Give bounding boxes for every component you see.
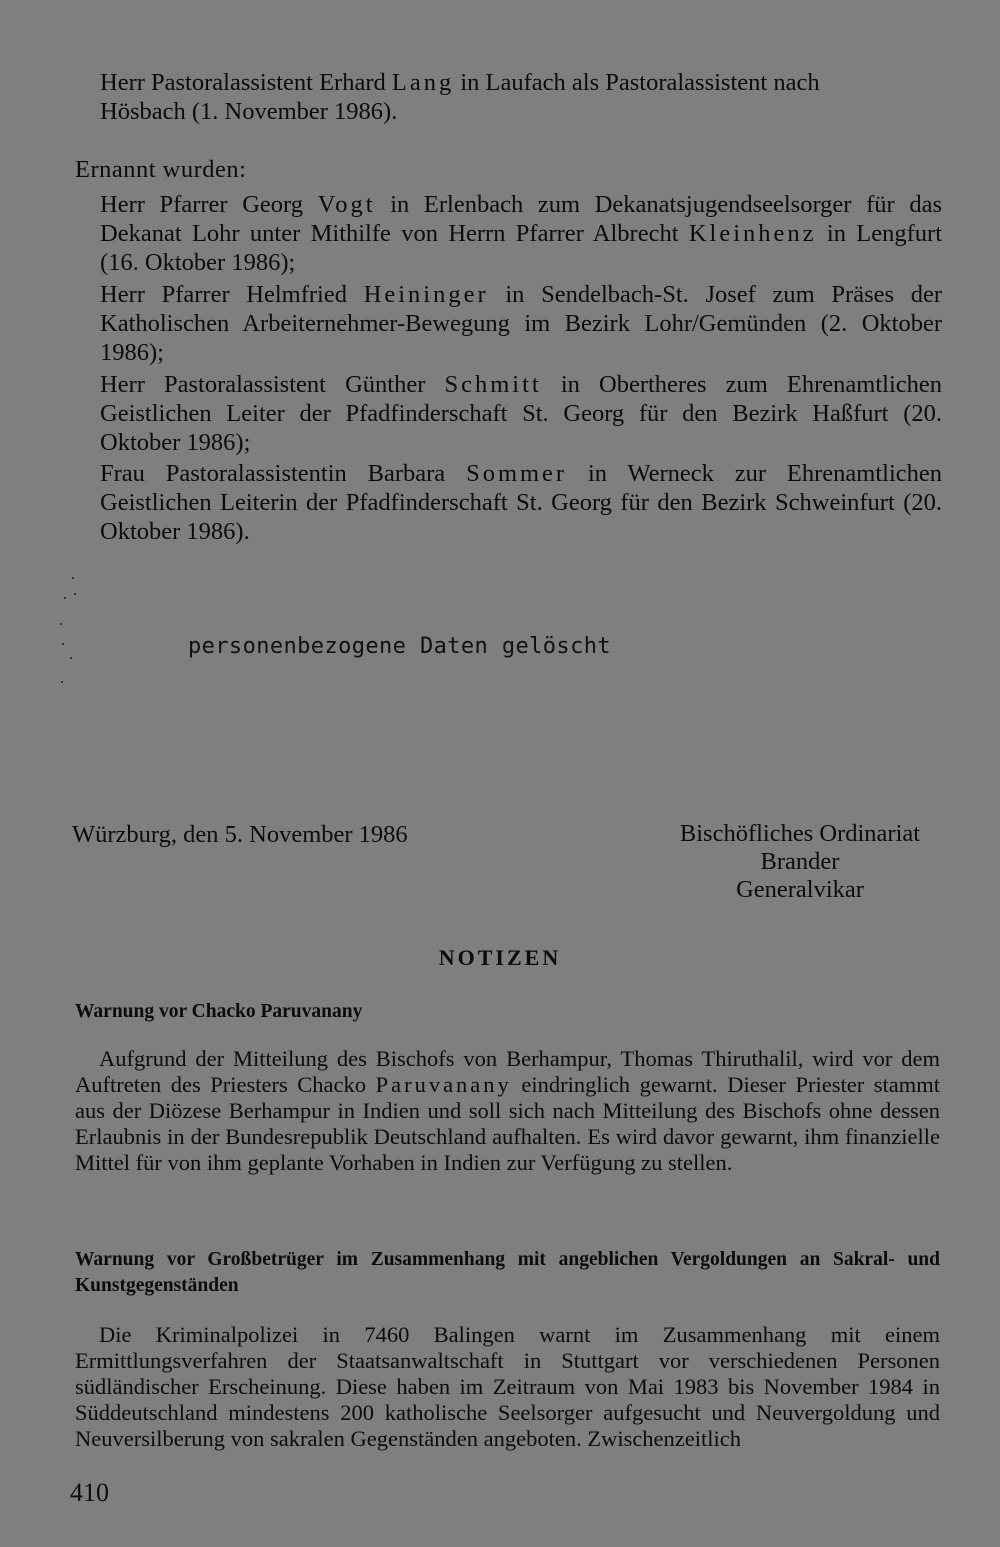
appointment-text: in Erlenbach zum Dekanatsjugendseelsorger für das Dekanat Lohr unter Mithilfe von Herrn Pfarrer Albrecht [100, 191, 943, 247]
place-date: Würzburg, den 5. November 1986 [72, 821, 408, 848]
warning2-paragraph: Die Kriminalpolizei in 7460 Balingen warnt im Zusammenhang mit einem Ermittlungsverfahren der Staatsanwaltschaft in Stuttgart vor verschiedenen Personen südländischer Erscheinung. Diese haben im Zeitraum von Mai 1983 bis November 1984 in Süddeutschland mindestens 200 katholische Seelsorger aufgesucht und Neuvergoldung und Neuversilberung von sakralen Gegenständen angeboten. Zwischenzeitlich [75, 1322, 940, 1451]
transfer-text-start: Herr Pastoralassistent Erhard [100, 69, 392, 96]
transfer-text-rest: in Laufach als Pastoralassistent nach [454, 69, 820, 96]
appointment-text: in Werneck zur Ehrenamtlichen Geistlichen Leiterin der Pfadfinderschaft St. Georg für den Bezirk Schweinfurt (20. Oktober 1986). [100, 460, 942, 545]
appointment-text: Herr Pfarrer Helmfried [100, 281, 364, 308]
person-name-lang: Lang [391, 69, 455, 96]
person-name: Vogt [317, 191, 376, 218]
appointment-text: in Lengfurt (16. Oktober 1986); [100, 220, 942, 276]
appointment-item-2 [100, 280, 942, 367]
appointment-text: Herr Pfarrer Georg [100, 191, 318, 218]
appointment-text: in Sendelbach-St. Josef zum Präses der Katholischen Arbeiternehmer-Bewegung im Bezirk Lohr/Gemünden (2. Oktober 1986); [100, 281, 942, 366]
signature-title: Generalvikar [736, 876, 864, 903]
person-name: Heininger [363, 281, 489, 308]
redaction-note: personenbezogene Daten gelöscht [188, 634, 611, 659]
signature-block [640, 820, 960, 904]
section-heading-notizen: NOTIZEN [438, 945, 562, 970]
person-name-paruvanany: Paruvanany [375, 1072, 512, 1097]
appointment-item-4 [100, 459, 942, 546]
transfer-text-line2: Hösbach (1. November 1986). [100, 98, 398, 125]
appointment-text: Frau Pastoralassistentin Barbara [100, 460, 467, 487]
person-name: Kleinhenz [688, 220, 817, 247]
warning1-text: eindringlich gewarnt. Dieser Priester stammt aus der Diözese Berhampur in Indien und soll sich nach Mitteilung des Bischofs ohne dessen Erlaubnis in der Bundesrepublik Deutschland aufhalten. Es wird davor gewarnt, ihm finanzielle Mittel für von ihm geplante Vorhaben in Indien zur Verfügung zu stellen. [75, 1072, 940, 1175]
appointment-text: in Obertheres zum Ehrenamtlichen Geistlichen Leiter der Pfadfinderschaft St. Georg für den Bezirk Haßfurt (20. Oktober 1986); [100, 371, 943, 456]
signature-office: Bischöfliches Ordinariat [679, 820, 921, 847]
page-number: 410 [70, 1478, 109, 1507]
warning1-text: Aufgrund der Mitteilung des Bischofs von Berhampur, Thomas Thiruthalil, wird vor dem Auftreten des Priesters Chacko [75, 1046, 940, 1097]
person-name: Schmitt [444, 371, 542, 398]
warning1-title: Warnung vor Chacko Paruvanany [75, 1001, 363, 1022]
scan-specks [58, 575, 88, 695]
appointment-text: Herr Pastoralassistent Günther [100, 371, 445, 398]
appointments-heading: Ernannt wurden: [75, 156, 247, 183]
transfer-paragraph [100, 68, 942, 126]
appointment-item-3 [100, 370, 942, 457]
signature-name: Brander [760, 848, 840, 875]
warning1-paragraph [75, 1046, 940, 1176]
appointment-item-1 [100, 190, 942, 277]
warning2-title: Warnung vor Großbetrüger im Zusammenhang mit angeblichen Vergoldungen an Sakral- und Kunstgegenständen [75, 1249, 940, 1296]
person-name: Sommer [466, 460, 568, 487]
